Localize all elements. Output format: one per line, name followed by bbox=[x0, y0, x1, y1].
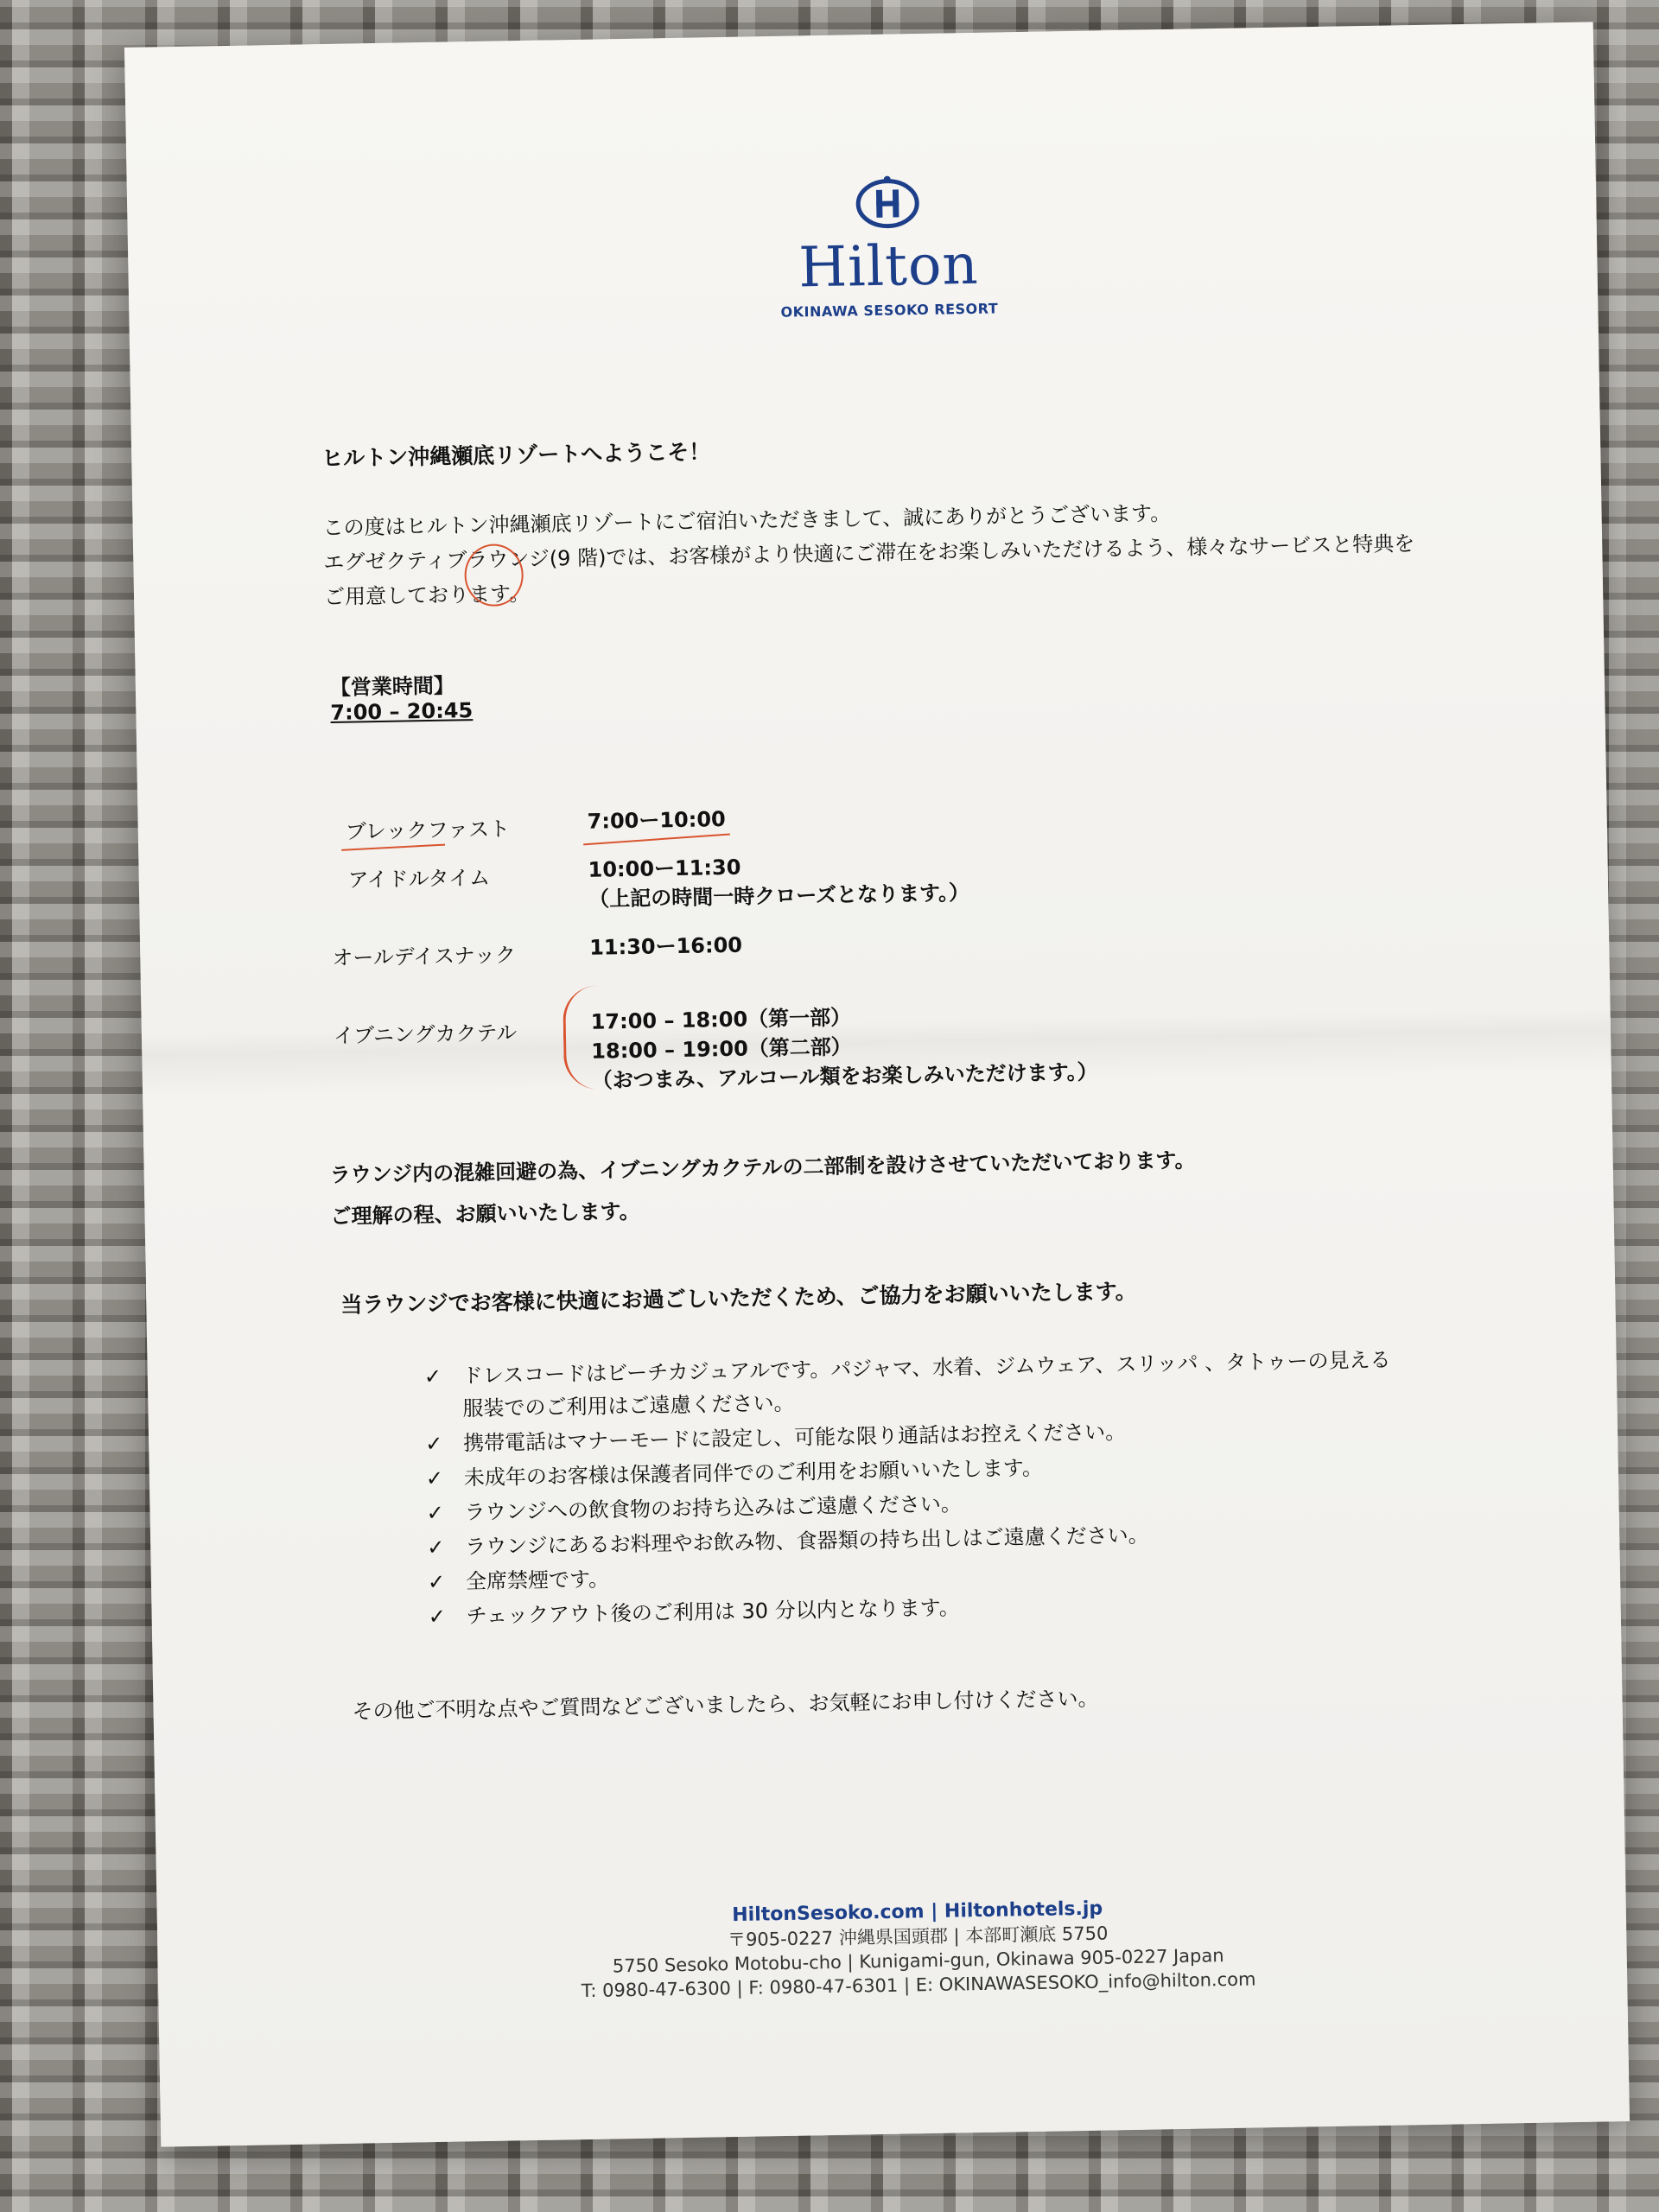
rule-text: 携帯電話はマナーモードに設定し、可能な限り通話はお控えください。 bbox=[462, 1420, 1127, 1456]
check-icon: ✓ bbox=[427, 1535, 445, 1560]
closing-text: その他ご不明な点やご質問などございましたら、お気軽にお申し付けください。 bbox=[352, 1686, 1099, 1724]
check-icon: ✓ bbox=[423, 1363, 442, 1389]
check-icon: ✓ bbox=[424, 1431, 443, 1457]
rule-text: チェックアウト後のご利用は 30 分以内となります。 bbox=[466, 1595, 960, 1629]
schedule-note-line: （上記の時間一時クローズとなります。） bbox=[588, 880, 970, 912]
footer-links: HiltonSesoko.com | Hiltonhotels.jp bbox=[732, 1897, 1103, 1927]
footer-address-jp: 〒905-0227 沖縄県国頭郡 | 本部町瀬底 5750 bbox=[727, 1923, 1109, 1951]
check-icon: ✓ bbox=[426, 1500, 444, 1526]
lounge-info-sheet bbox=[124, 22, 1630, 2146]
schedule-time-cocktail bbox=[590, 999, 1098, 1096]
pen-bracket-mark bbox=[563, 986, 601, 1090]
schedule-time-line: 17:00 – 18:00（第一部） bbox=[590, 1005, 852, 1034]
schedule-time-breakfast bbox=[587, 804, 726, 836]
schedule-label-cocktail: イブニングカクテル bbox=[333, 1020, 518, 1048]
check-icon: ✓ bbox=[427, 1569, 446, 1595]
schedule-label-idle: アイドルタイム bbox=[347, 865, 491, 893]
hours-value: 7:00 – 20:45 bbox=[330, 698, 474, 725]
logo-wordmark: Hilton bbox=[798, 232, 980, 301]
welcome-heading: ヒルトン沖縄瀬底リゾートへようこそ！ bbox=[321, 439, 711, 472]
footer bbox=[503, 1893, 1334, 2005]
cooperation-heading: 当ラウンジでお客様に快適にお過ごしいただくため、ご協力をお願いいたします。 bbox=[340, 1278, 1137, 1318]
notice-line-2: ご理解の程、お願いいたします。 bbox=[330, 1198, 640, 1230]
schedule-time-snack bbox=[589, 931, 742, 963]
rule-text: 全席禁煙です。 bbox=[465, 1567, 610, 1594]
schedule-time-line: 11:30ー16:00 bbox=[588, 932, 743, 960]
check-icon: ✓ bbox=[425, 1465, 444, 1491]
rule-text: ラウンジにあるお料理やお飲み物、食器類の持ち出しはご遠慮ください。 bbox=[465, 1522, 1149, 1560]
notice-line-1: ラウンジ内の混雑回避の為、イブニングカクテルの二部制を設けさせていただいております。 bbox=[329, 1147, 1196, 1188]
schedule-label-snack: オールデイスナック bbox=[332, 943, 517, 970]
rule-text: ドレスコードはビーチカジュアルです。パジャマ、水着、ジムウェア、スリッパ 、タトゥーの見える服装でのご利用はご遠慮ください。 bbox=[461, 1347, 1391, 1421]
intro-line-1: この度はヒルトン沖縄瀬底リゾートにご宿泊いただきまして、誠にありがとうございます。 bbox=[322, 500, 1172, 541]
schedule-time-line: 10:00ー11:30 bbox=[588, 855, 741, 882]
footer-address-en: 5750 Sesoko Motobu-cho | Kunigami-gun, Okinawa 905-0227 Japan bbox=[612, 1945, 1224, 1977]
pen-underline-mark bbox=[341, 844, 445, 851]
rule-text: ラウンジへの飲食物のお持ち込みはご遠慮ください。 bbox=[464, 1491, 963, 1525]
notice-paragraph bbox=[329, 1140, 1196, 1237]
intro-line-2: エグゼクティブラウンジ(9 階)では、お客様がより快適にご滞在をお楽しみいただけるよう、様々なサービスと特典を bbox=[323, 531, 1415, 575]
rule-text: 未成年のお客様は保護者同伴でのご利用をお願いいたします。 bbox=[463, 1455, 1044, 1491]
schedule-note-line: （おつまみ、アルコール類をお楽しみいただけます。） bbox=[591, 1059, 1098, 1093]
logo-subtitle: OKINAWA SESOKO RESORT bbox=[780, 300, 999, 321]
check-icon: ✓ bbox=[428, 1604, 447, 1630]
schedule-time-line: 18:00 – 19:00（第二部） bbox=[591, 1034, 852, 1064]
intro-line-3: ご用意しております。 bbox=[323, 581, 531, 610]
schedule-label-breakfast: ブレックファスト bbox=[345, 817, 511, 844]
footer-contact: T: 0980-47-6300 | F: 0980-47-6301 | E: OKINAWASESOKO_info@hilton.com bbox=[581, 1968, 1256, 2002]
hours-heading: 【営業時間】 bbox=[329, 673, 455, 700]
schedule-time-idle bbox=[588, 849, 969, 914]
hilton-emblem-icon bbox=[853, 172, 923, 233]
rules-list bbox=[423, 1343, 1413, 1635]
schedule-time-line: 7:00ー10:00 bbox=[587, 807, 726, 834]
hilton-logo bbox=[749, 170, 1028, 321]
